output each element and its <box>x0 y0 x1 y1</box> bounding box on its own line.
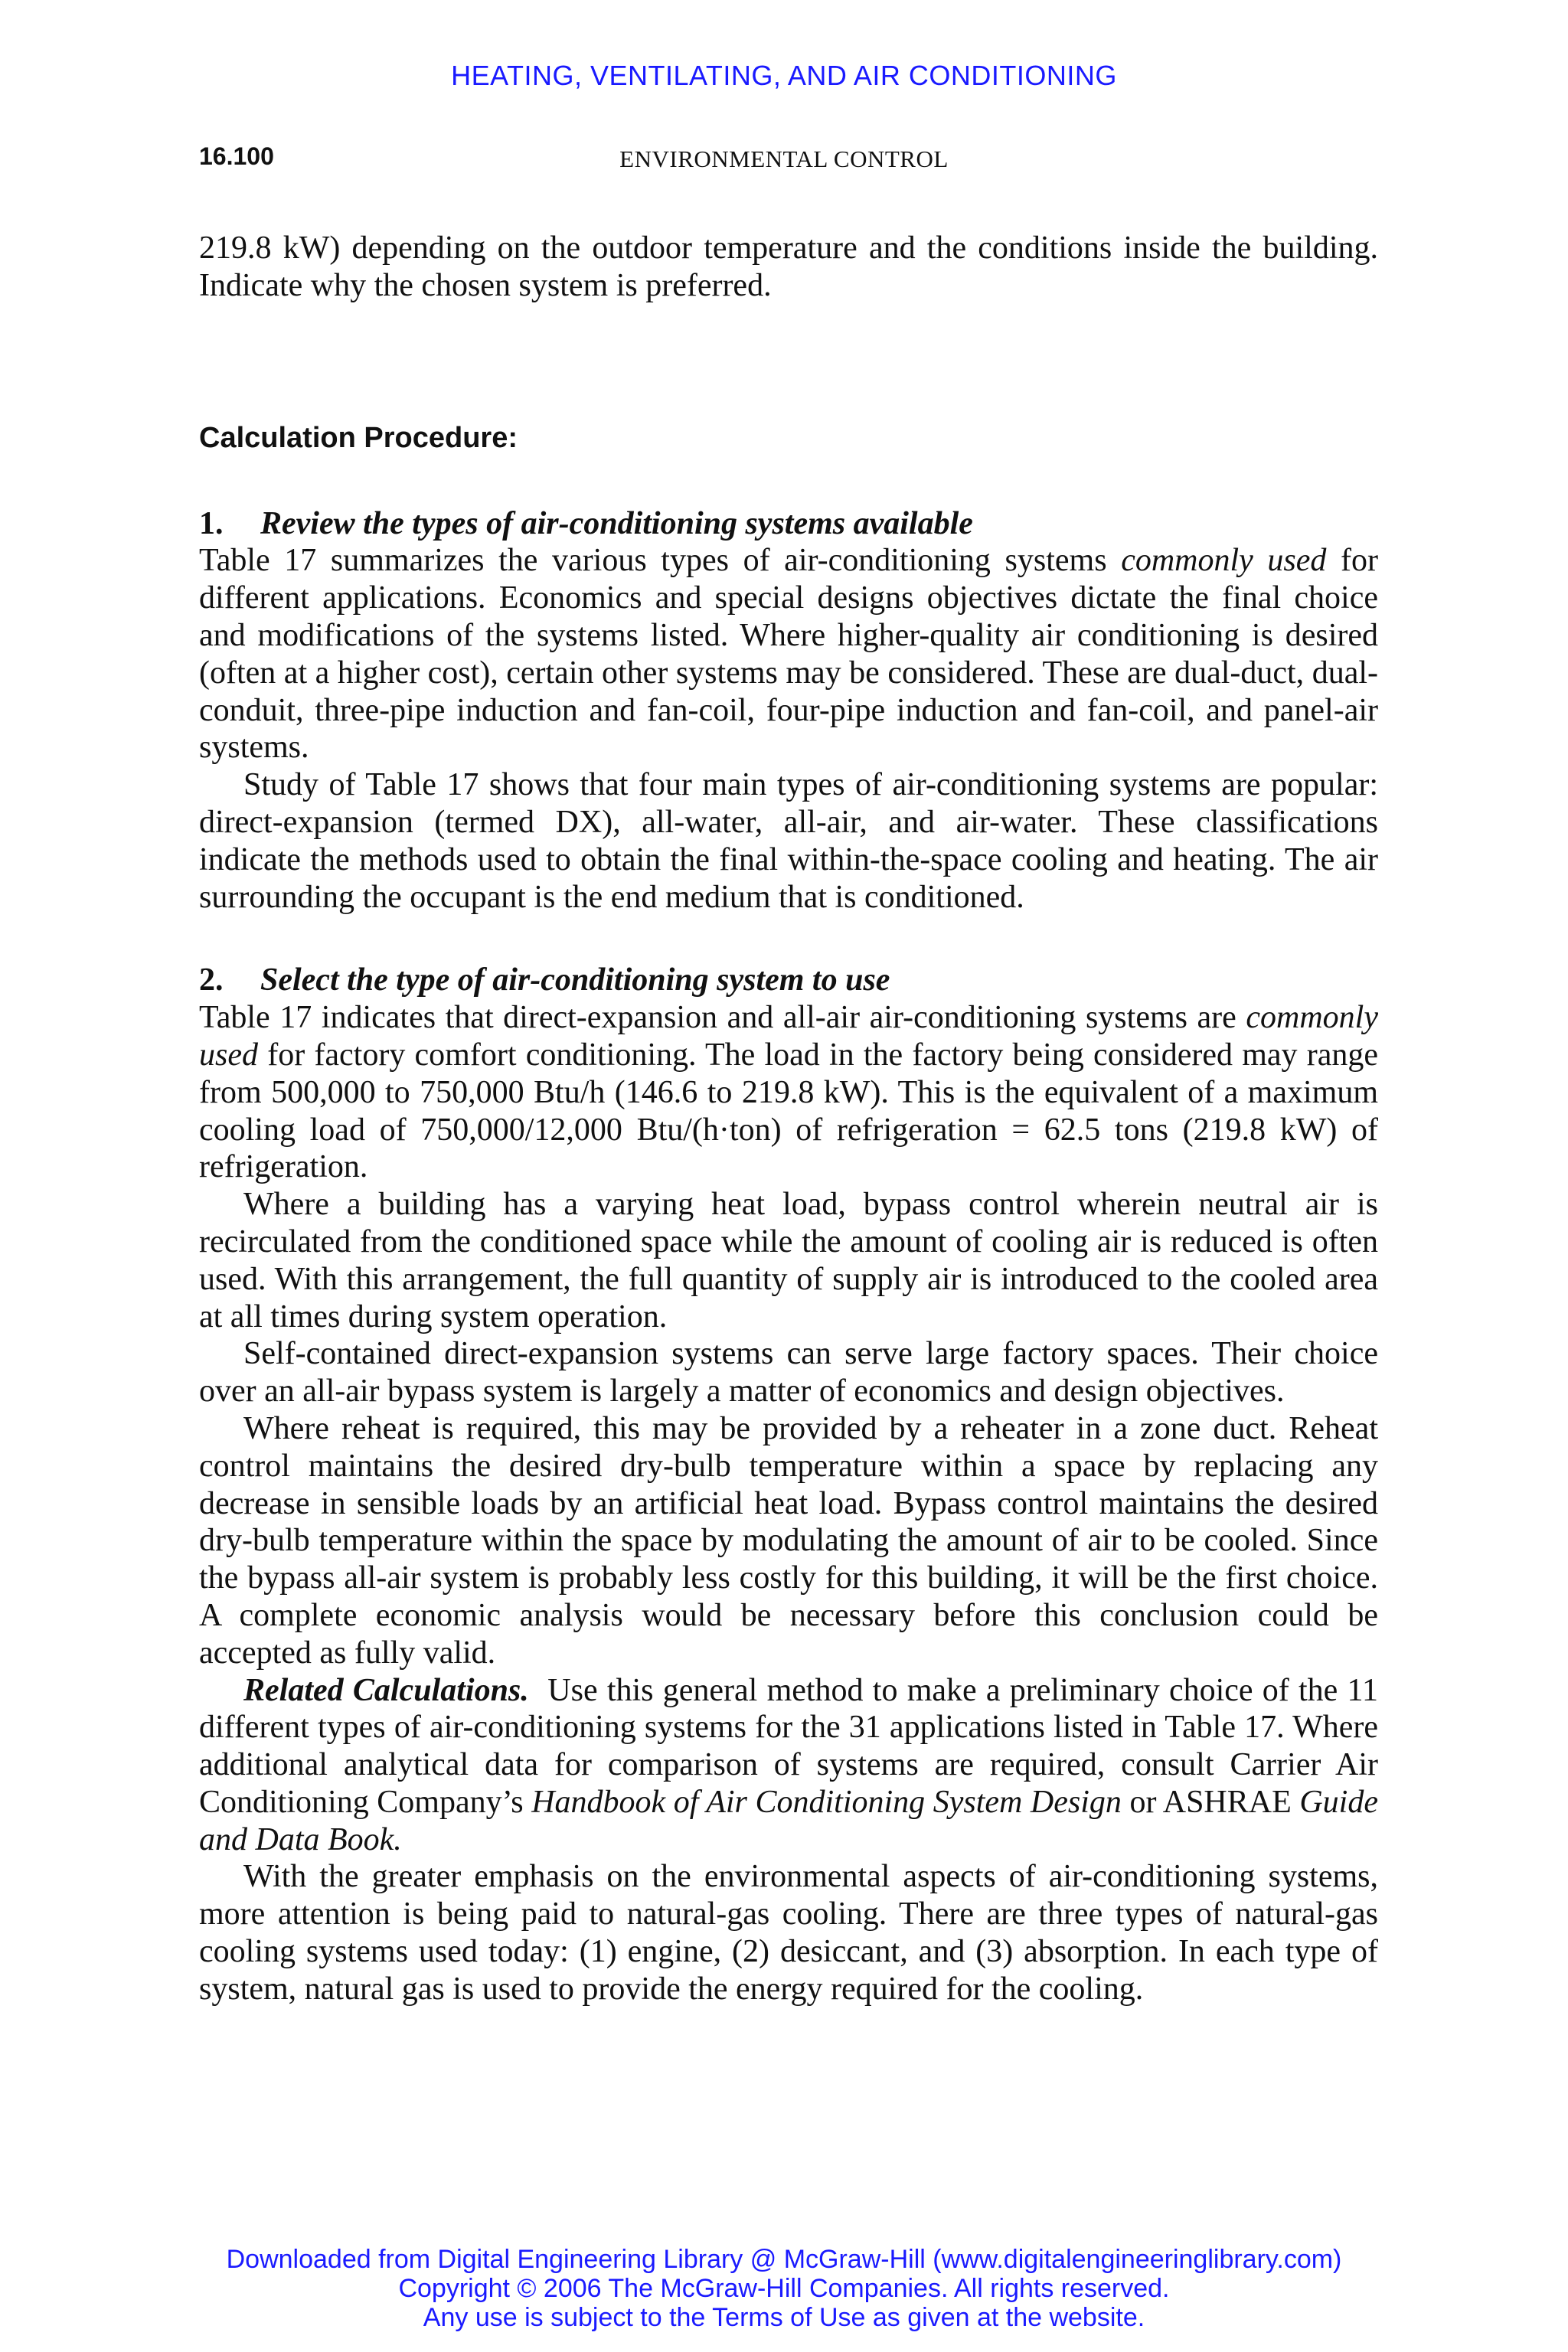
emphasis: Handbook of Air Conditioning System Design <box>531 1784 1122 1820</box>
step-1-title: Review the types of air-conditioning systems available <box>260 505 973 541</box>
text-run: or ASHRAE <box>1121 1784 1300 1820</box>
related-calculations-paragraph-2: With the greater emphasis on the environmental aspects of air-conditioning systems, more attention is being paid to natural-gas cooling. There are three types of natural-gas cooling systems used today: (1) engine, (2) desiccant, and (3) absorption. In each type of system, natural gas is used to provide the energy required for the cooling. <box>199 1859 1378 2007</box>
step-1-paragraph-1 <box>199 542 1378 766</box>
step-2-paragraph-2: Where a building has a varying heat load, bypass control wherein neutral air is recirculated from the conditioned space while the amount of cooling air is reduced is often used. With this arrangement, the full quantity of supply air is introduced to the cooled area at all times during system operation. <box>199 1187 1378 1334</box>
emphasis: commonly used <box>199 1000 1378 1073</box>
running-head: ENVIRONMENTAL CONTROL <box>619 145 949 172</box>
body-text <box>199 230 1387 2008</box>
related-calculations-paragraph <box>199 1672 1387 1859</box>
text-run: Table 17 indicates that direct-expansion and all-air air-conditioning systems are <box>199 1000 1246 1036</box>
text-run: for different applications. Economics and special designs objectives dictate the final choice and modifications of the systems listed. Where higher-quality air conditioning is desired (often at a higher cost), certain other systems may be considered. These are dual-duct, dual-conduit, three-pipe induction and fan-coil, four-pipe induction and fan-coil, and panel-air systems. <box>199 543 1378 766</box>
footer-line-2[interactable]: Copyright © 2006 The McGraw-Hill Companies. All rights reserved. <box>398 2274 1170 2303</box>
step-2-title: Select the type of air-conditioning system to use <box>260 962 890 998</box>
emphasis: Guide and Data Book. <box>199 1784 1378 1857</box>
section-title: Calculation Procedure: <box>199 421 518 454</box>
step-2-paragraph-3: Self-contained direct-expansion systems can serve large factory spaces. Their choice over an all-air bypass system is largely a matter of economics and design objectives. <box>199 1336 1378 1410</box>
step-2-paragraph-1 <box>199 999 1378 1186</box>
footer <box>0 2245 1568 2332</box>
text-run: Table 17 summarizes the various types of air-conditioning systems <box>199 543 1122 579</box>
step-2-number: 2. <box>199 962 224 998</box>
step-1-paragraph-2: Study of Table 17 shows that four main types of air-conditioning systems are popular: direct-expansion (termed DX), all-water, all-air, and air-water. These classifications indicate the methods used to obtain the final within-the-space cooling and heating. The air surrounding the occupant is the end medium that is conditioned. <box>199 767 1378 915</box>
emphasis: commonly used <box>1121 543 1327 579</box>
text-run: for factory comfort conditioning. The load in the factory being considered may range from 500,000 to 750,000 Btu/h (146.6 to 219.8 kW). This is the equivalent of a maximum cooling load of 750,000/12,000 Btu/(h·ton) of refrigeration = 62.5 tons (219.8 kW) of refrigeration. <box>199 1037 1378 1185</box>
footer-line-3[interactable]: Any use is subject to the Terms of Use as given at the website. <box>423 2303 1145 2332</box>
intro-paragraph: 219.8 kW) depending on the outdoor temperature and the conditions inside the building. Indicate why the chosen system is preferred. <box>199 230 1378 303</box>
step-2-paragraph-4: Where reheat is required, this may be provided by a reheater in a zone duct. Reheat control maintains the desired dry-bulb temperature within a space by replacing any decrease in sensible loads by an artificial heat load. Bypass control maintains the desired dry-bulb temperature within the space by modulating the amount of air to be cooled. Since the bypass all-air system is probably less costly for this building, it will be the first choice. A complete economic analysis would be necessary before this conclusion could be accepted as fully valid. <box>199 1410 1378 1671</box>
footer-line-1[interactable]: Downloaded from Digital Engineering Library @ McGraw-Hill (www.digitalengineeringlibrary.com) <box>226 2245 1342 2274</box>
page-number: 16.100 <box>199 142 274 170</box>
text-run: Use this general method to make a preliminary choice of the 11 different types of air-conditioning systems for the 31 applications listed in Table 17. Where additional analytical data for comparison of systems are required, consult Carrier Air Conditioning Company’s <box>199 1672 1387 1820</box>
step-1-heading <box>199 505 1378 543</box>
header-link[interactable]: HEATING, VENTILATING, AND AIR CONDITIONING <box>451 60 1117 91</box>
step-2-heading <box>199 962 1378 999</box>
related-calculations-label: Related Calculations. <box>243 1672 529 1708</box>
step-1-number: 1. <box>199 505 224 541</box>
